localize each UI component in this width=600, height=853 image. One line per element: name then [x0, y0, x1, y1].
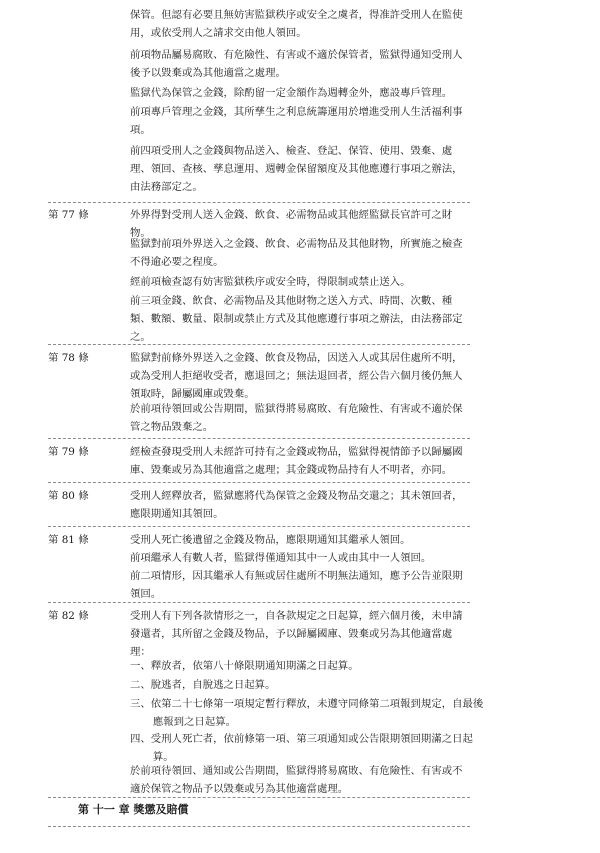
paragraph: 監獄代為保管之金錢，除酌留一定金額作為週轉金外，應設專戶管理。 — [130, 87, 453, 99]
divider — [48, 602, 470, 603]
divider — [48, 797, 470, 798]
article-label-81: 第 81 條 — [48, 534, 89, 546]
article-label-77: 第 77 條 — [48, 209, 89, 221]
paragraph: 經前項檢查認有妨害監獄秩序或安全時，得限制或禁止送入。 — [130, 276, 411, 288]
paragraph: 保管。但認有必要且無妨害監獄秩序或安全之虞者，得准許受刑人在監使用，或依受刑人之請求交由他人領回。 — [130, 9, 463, 39]
paragraph: 監獄對前項外界送入之金錢、飲食、必需物品及其他財物，所實施之檢查不得逾必要之程度。 — [130, 238, 463, 268]
paragraph: 前項專戶管理之金錢，其所孳生之利息統籌運用於增進受刑人生活福利事項。 — [130, 106, 463, 136]
article-label-82: 第 82 條 — [48, 610, 89, 622]
chapter-heading: 第 十一 章 獎懲及賠償 — [78, 803, 189, 816]
paragraph: 受刑人有下列各款情形之一，自各款規定之日起算，經六個月後，未申請發還者，其所留之金錢及物品，予以歸屬國庫、毀棄或另為其他適當處理： — [130, 610, 463, 658]
paragraph: 前項物品屬易腐敗、有危險性、有害或不適於保管者，監獄得通知受刑人後予以毀棄或為其他適當之處理。 — [130, 49, 463, 79]
paragraph: 經檢查發現受刑人未經許可持有之金錢或物品，監獄得視情節予以歸屬國庫、毀棄或另為其他適當之處理；其金錢或物品持有人不明者，亦同。 — [130, 446, 463, 476]
divider — [48, 826, 470, 827]
paragraph: 於前項待領回或公告期間，監獄得將易腐敗、有危險性、有害或不適於保管之物品毀棄之。 — [130, 403, 463, 433]
paragraph: 於前項待領回、通知或公告期間，監獄得將易腐敗、有危險性、有害或不適於保管之物品予以毀棄或另為其他適當處理。 — [130, 765, 463, 795]
article-label-79: 第 79 條 — [48, 446, 89, 458]
paragraph: 前項繼承人有數人者，監獄得僅通知其中一人或由其中一人領回。 — [130, 552, 432, 564]
paragraph: 前二項情形，因其繼承人有無或居住處所不明無法通知，應予公告並限期領回。 — [130, 570, 463, 600]
paragraph: 受刑人經釋放者，監獄應將代為保管之金錢及物品交還之；其未領回者，應限期通知其領回。 — [130, 490, 463, 520]
list-item: 一、釋放者，依第八十條限期通知期滿之日起算。 — [130, 660, 359, 672]
list-item: 四、受刑人死亡者，依前條第一項、第三項通知或公告限期領回期滿之日起算。 — [130, 733, 473, 763]
paragraph: 前四項受刑人之金錢與物品送入、檢查、登記、保管、使用、毀棄、處理、領回、查核、孳息運用、週轉金保留額度及其他應遵行事項之辦法，由法務部定之。 — [130, 145, 463, 193]
divider — [48, 526, 470, 527]
divider — [48, 202, 470, 203]
paragraph: 外界得對受刑人送入金錢、飲食、必需物品或其他經監獄長官許可之財物。 — [130, 209, 453, 239]
article-label-80: 第 80 條 — [48, 490, 89, 502]
list-item: 二、脫逃者，自脫逃之日起算。 — [130, 679, 276, 691]
list-item: 三、依第二十七條第一項規定暫行釋放，未遵守同條第二項報到規定，自最後應報到之日起算。 — [130, 698, 484, 728]
divider — [48, 438, 470, 439]
divider — [48, 344, 470, 345]
paragraph: 前三項金錢、飲食、必需物品及其他財物之送入方式、時間、次數、種類、數額、數量、限制或禁止方式及其他應遵行事項之辦法，由法務部定之。 — [130, 295, 463, 343]
paragraph: 受刑人死亡後遺留之金錢及物品，應限期通知其繼承人領回。 — [130, 534, 411, 546]
paragraph: 監獄對前條外界送入之金錢、飲食及物品，因送入人或其居住處所不明，或為受刑人拒絕收受者，應退回之；無法退回者，經公告六個月後仍無人領取時，歸屬國庫或毀棄。 — [130, 352, 463, 400]
divider — [48, 482, 470, 483]
article-label-78: 第 78 條 — [48, 352, 89, 364]
